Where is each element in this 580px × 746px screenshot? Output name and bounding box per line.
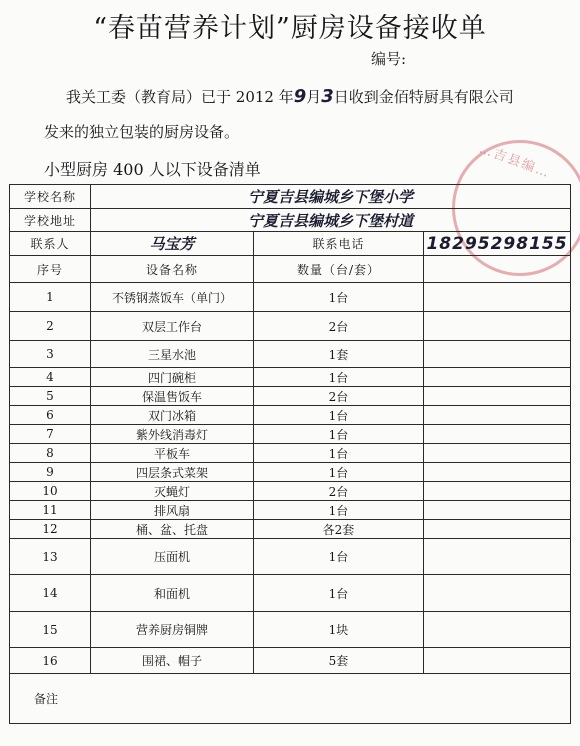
- table-row: [10, 539, 571, 575]
- statement-text-end: 日收到金佰特厨具有限公司: [333, 88, 514, 106]
- item-no: 15: [10, 612, 91, 648]
- receipt-statement-line2: 发来的独立包装的厨房设备。: [44, 123, 240, 141]
- item-name: 和面机: [91, 575, 254, 612]
- item-name: 平板车: [91, 444, 254, 463]
- item-name: 紫外线消毒灯: [91, 425, 254, 444]
- item-no: 2: [10, 312, 91, 341]
- handwritten-day: 3: [321, 86, 334, 107]
- contact-value: 马宝芳: [91, 232, 254, 256]
- item-name: 排风扇: [91, 501, 254, 520]
- column-header-no: 序号: [10, 256, 91, 283]
- table-row: [10, 482, 571, 501]
- item-name: 桶、盆、托盘: [91, 520, 254, 539]
- table-row: [10, 341, 571, 368]
- item-no: 10: [10, 482, 91, 501]
- table-row: [10, 501, 571, 520]
- item-no: 12: [10, 520, 91, 539]
- item-no: 16: [10, 648, 91, 674]
- item-no: 14: [10, 575, 91, 612]
- item-qty: 1台: [254, 463, 424, 482]
- item-qty: 2台: [254, 387, 424, 406]
- table-row: [10, 575, 571, 612]
- item-name: 四层条式菜架: [91, 463, 254, 482]
- item-qty: 1台: [254, 368, 424, 387]
- item-name: 四门碗柜: [91, 368, 254, 387]
- school-name-label: 学校名称: [10, 185, 91, 209]
- item-no: 11: [10, 501, 91, 520]
- item-name: 压面机: [91, 539, 254, 575]
- item-qty: 1台: [254, 425, 424, 444]
- item-blank: [424, 444, 571, 463]
- item-no: 9: [10, 463, 91, 482]
- item-blank: [424, 539, 571, 575]
- receipt-statement: [66, 86, 514, 107]
- school-address-value: 宁夏吉县编城乡下堡村道: [91, 209, 571, 232]
- equipment-list-title: 小型厨房 400 人以下设备清单: [44, 160, 261, 179]
- item-name: 三星水池: [91, 341, 254, 368]
- table-row: [10, 463, 571, 482]
- equipment-table: [9, 184, 571, 724]
- table-row: [10, 648, 571, 674]
- item-no: 13: [10, 539, 91, 575]
- item-blank: [424, 406, 571, 425]
- statement-text-start: 我关工委（教育局）已于 2012 年: [66, 88, 294, 106]
- item-qty: 1台: [254, 406, 424, 425]
- item-qty: 各2套: [254, 520, 424, 539]
- contact-row: [10, 232, 571, 256]
- phone-label: 联系电话: [254, 232, 424, 256]
- school-address-label: 学校地址: [10, 209, 91, 232]
- item-no: 1: [10, 283, 91, 312]
- remarks-label: 备注: [10, 674, 571, 724]
- remarks-row: [10, 674, 571, 724]
- school-address-row: [10, 209, 571, 232]
- item-qty: 1台: [254, 444, 424, 463]
- table-row: [10, 425, 571, 444]
- item-blank: [424, 501, 571, 520]
- item-blank: [424, 482, 571, 501]
- handwritten-month: 9: [293, 86, 307, 107]
- item-qty: 2台: [254, 312, 424, 341]
- phone-value: 18295298155: [424, 232, 571, 256]
- page-title: “春苗营养计划”厨房设备接收单: [93, 13, 487, 44]
- table-row: [10, 520, 571, 539]
- table-row: [10, 312, 571, 341]
- item-no: 8: [10, 444, 91, 463]
- item-qty: 1台: [254, 501, 424, 520]
- item-blank: [424, 387, 571, 406]
- item-no: 6: [10, 406, 91, 425]
- item-blank: [424, 648, 571, 674]
- item-blank: [424, 463, 571, 482]
- item-name: 双层工作台: [91, 312, 254, 341]
- table-row: [10, 612, 571, 648]
- table-row: [10, 406, 571, 425]
- item-name: 双门冰箱: [91, 406, 254, 425]
- table-header-row: [10, 256, 571, 283]
- item-qty: 2台: [254, 482, 424, 501]
- item-name: 营养厨房铜牌: [91, 612, 254, 648]
- item-no: 7: [10, 425, 91, 444]
- item-blank: [424, 520, 571, 539]
- table-row: [10, 283, 571, 312]
- item-qty: 1台: [254, 539, 424, 575]
- contact-label: 联系人: [10, 232, 91, 256]
- item-blank: [424, 312, 571, 341]
- item-qty: 5套: [254, 648, 424, 674]
- item-qty: 1块: [254, 612, 424, 648]
- item-qty: 1台: [254, 575, 424, 612]
- table-row: [10, 444, 571, 463]
- column-header-qty: 数量（台/套）: [254, 256, 424, 283]
- item-qty: 1套: [254, 341, 424, 368]
- school-name-value: 宁夏吉县编城乡下堡小学: [91, 185, 571, 209]
- item-name: 保温售饭车: [91, 387, 254, 406]
- item-no: 5: [10, 387, 91, 406]
- item-name: 灭蝇灯: [91, 482, 254, 501]
- item-blank: [424, 368, 571, 387]
- table-row: [10, 387, 571, 406]
- item-blank: [424, 283, 571, 312]
- item-blank: [424, 575, 571, 612]
- column-header-blank: [424, 256, 571, 283]
- item-blank: [424, 612, 571, 648]
- stamp-text: …吉县编…: [477, 141, 553, 182]
- item-name: 不锈钢蒸饭车（单门）: [91, 283, 254, 312]
- statement-month-suffix: 月: [306, 88, 322, 106]
- column-header-name: 设备名称: [91, 256, 254, 283]
- school-name-row: [10, 185, 571, 209]
- item-no: 3: [10, 341, 91, 368]
- item-blank: [424, 425, 571, 444]
- serial-number-label: 编号:: [371, 50, 407, 68]
- item-qty: 1台: [254, 283, 424, 312]
- item-name: 围裙、帽子: [91, 648, 254, 674]
- item-blank: [424, 341, 571, 368]
- item-no: 4: [10, 368, 91, 387]
- table-row: [10, 368, 571, 387]
